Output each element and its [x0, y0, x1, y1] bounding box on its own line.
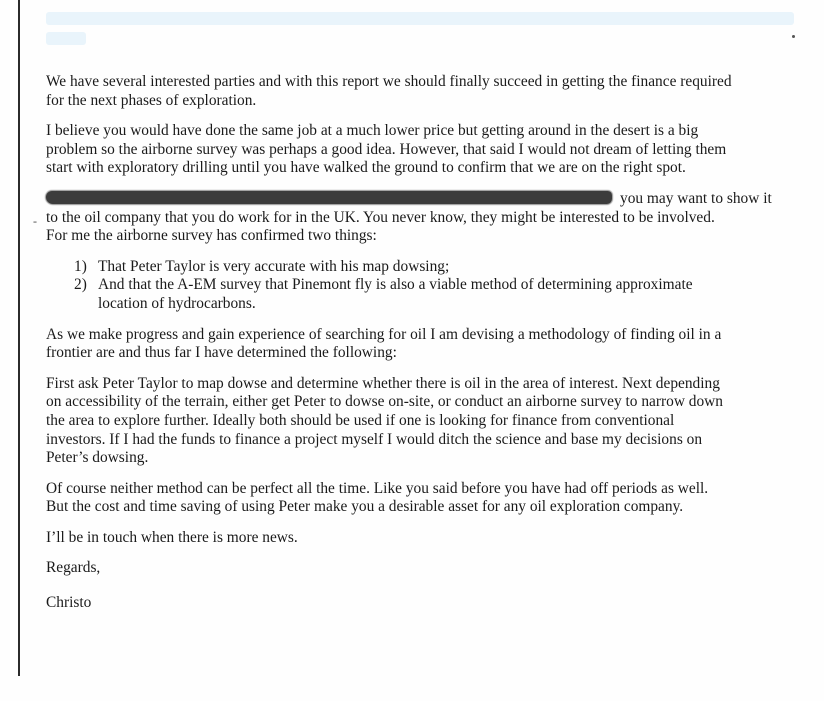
- text-fragment: you may want to show it: [620, 189, 772, 207]
- signature-name: Christo: [46, 594, 92, 612]
- numbered-list: [46, 258, 816, 314]
- text-line: problem so the airborne survey was perhaps a good idea. However, that said I would not dream of letting them: [46, 140, 727, 158]
- text-line: But the cost and time saving of using Peter make you a desirable asset for any oil exploration company.: [46, 498, 684, 516]
- text-line: Peter’s dowsing.: [46, 449, 149, 467]
- paragraph: [46, 375, 816, 468]
- paragraph: [46, 122, 816, 178]
- scan-mark: -: [33, 214, 37, 228]
- text-line: As we make progress and gain experience of searching for oil I am devising a methodology of finding oil in a: [46, 325, 722, 343]
- text-line: We have several interested parties and with this report we should finally succeed in getting the finance required: [46, 73, 732, 90]
- text-line: frontier are and thus far I have determined the following:: [46, 344, 397, 362]
- closing: [46, 559, 816, 578]
- text-line: First ask Peter Taylor to map dowse and determine whether there is oil in the area of interest. Next depending: [46, 374, 720, 392]
- list-text: location of hydrocarbons.: [98, 294, 256, 312]
- letter-body: [46, 73, 816, 625]
- text-line: start with exploratory drilling until you have walked the ground to confirm that we are on the right spot.: [46, 159, 686, 177]
- text-line: investors. If I had the funds to finance a project myself I would ditch the science and base my decisions on: [46, 430, 703, 448]
- text-line: I believe you would have done the same job at a much lower price but getting around in the desert is a big: [46, 122, 699, 140]
- scan-speck: [792, 35, 795, 38]
- paragraph: [46, 480, 816, 517]
- paragraph: [46, 73, 816, 110]
- text-line: I’ll be in touch when there is more news.: [46, 528, 298, 546]
- redaction-bar: [46, 191, 612, 204]
- paragraph: [46, 529, 816, 548]
- text-line: For me the airborne survey has confirmed two things:: [46, 227, 377, 245]
- list-item: [46, 258, 816, 277]
- closing-text: Regards,: [46, 559, 101, 577]
- left-margin-line: [18, 0, 20, 676]
- text-line: for the next phases of exploration.: [46, 91, 257, 109]
- redacted-text-line: [46, 190, 816, 209]
- text-line: on accessibility of the terrain, either get Peter to dowse on-site, or conduct an airborne survey to narrow down: [46, 393, 723, 411]
- signature: [46, 594, 816, 613]
- paragraph: [46, 190, 816, 246]
- list-text: And that the A-EM survey that Pinemont fly is also a viable method of determining approximate: [98, 276, 693, 294]
- list-text: That Peter Taylor is very accurate with his map dowsing;: [98, 257, 450, 275]
- faded-header-area: [46, 6, 806, 54]
- list-number: 2): [74, 276, 87, 294]
- faded-header-line: [46, 32, 86, 45]
- text-line: to the oil company that you do work for in the UK. You never know, they might be interested to be involved.: [46, 208, 715, 226]
- text-line: Of course neither method can be perfect all the time. Like you said before you have had off periods as well.: [46, 479, 709, 497]
- list-item: [46, 276, 816, 313]
- faded-header-line: [46, 12, 794, 25]
- text-line: the area to explore further. Ideally both should be used if one is looking for finance from conventional: [46, 411, 675, 429]
- paragraph: [46, 326, 816, 363]
- list-number: 1): [74, 257, 87, 275]
